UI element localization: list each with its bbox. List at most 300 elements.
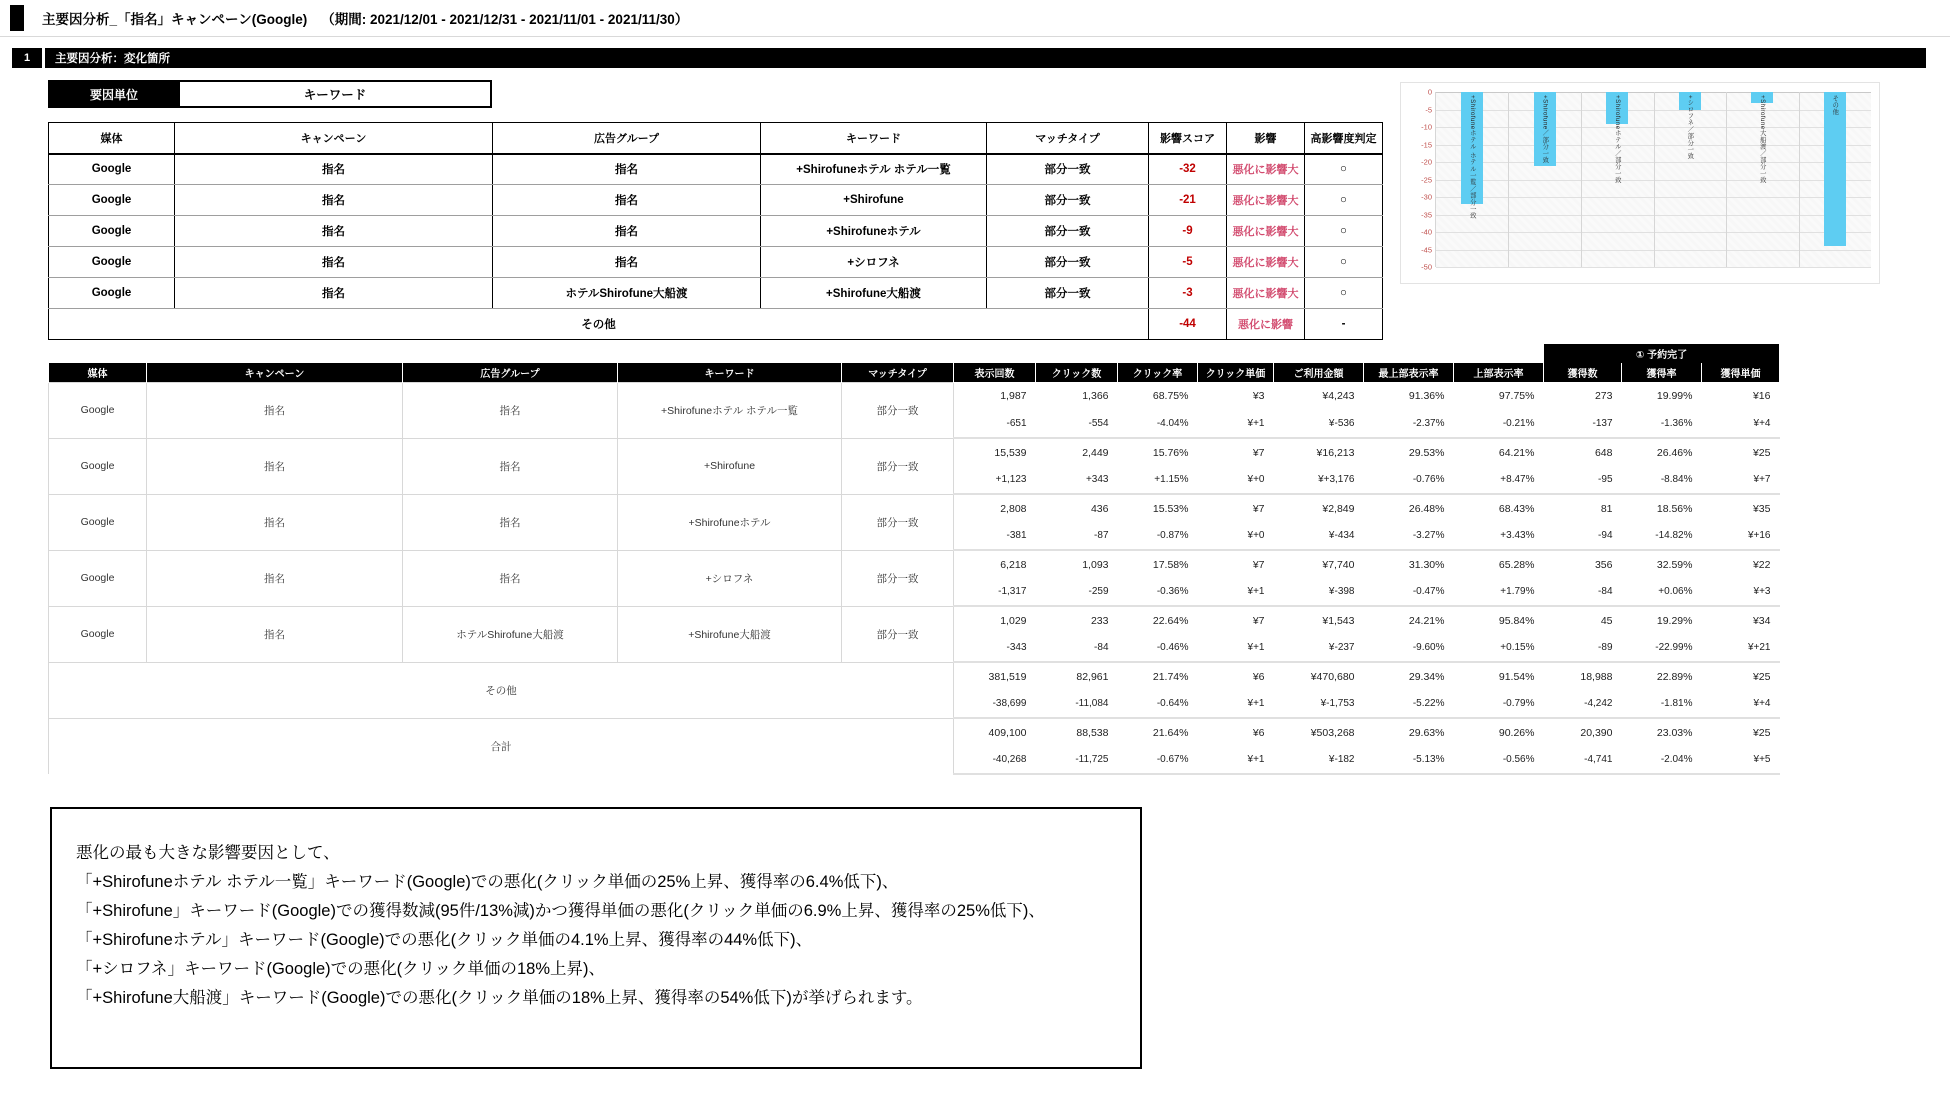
- cell-cpc: ¥7: [1252, 502, 1265, 515]
- cell-cost-delta: ¥-182: [1274, 746, 1364, 774]
- cell-absolute-top-rate-delta: -3.27%: [1364, 522, 1454, 550]
- factor-cell-keyword: +シロフネ: [761, 247, 987, 278]
- cell-conversions: 20,390: [1580, 726, 1613, 739]
- col-impact-score: 影響スコア: [1149, 123, 1227, 154]
- cell-top-rate: 95.84%: [1498, 614, 1535, 627]
- cell-cpa: ¥25: [1752, 726, 1771, 739]
- cell-cpc-delta: ¥+1: [1198, 746, 1274, 774]
- factor-cell-high-flag: ○: [1305, 278, 1383, 309]
- cell-clicks: 2,449: [1082, 446, 1109, 459]
- factor-cell-impact-score: -44: [1149, 309, 1227, 340]
- cell-cost-delta: ¥-237: [1274, 634, 1364, 662]
- cell-absolute-top-rate-delta: -0.76%: [1364, 466, 1454, 494]
- chart-y-axis-tick: 0: [1427, 87, 1432, 97]
- cell-absolute-top-rate: 91.36%: [1408, 390, 1445, 402]
- factor-cell-adgroup: 指名: [493, 247, 761, 278]
- cell-cpa: ¥16: [1752, 390, 1771, 402]
- cell-cpa: ¥34: [1752, 614, 1771, 627]
- cell-campaign: 指名: [147, 382, 403, 438]
- factor-cell-campaign: 指名: [175, 278, 493, 309]
- chart-bar: [1461, 92, 1483, 219]
- cell-matchtype: 部分一致: [842, 438, 954, 494]
- factor-cell-media: Google: [49, 216, 175, 247]
- chart-y-axis-tick: -25: [1421, 175, 1432, 184]
- table-row: [49, 606, 1780, 634]
- cell-absolute-top-rate: 29.34%: [1408, 670, 1445, 683]
- col-campaign: キャンペーン: [147, 363, 403, 382]
- factor-cell-impact: 悪化に影響大: [1227, 154, 1305, 185]
- cell-keyword: +Shirofune大船渡: [618, 606, 842, 662]
- conversion-group-header: ① 予約完了: [1544, 344, 1780, 363]
- cell-cpa: ¥25: [1752, 446, 1771, 459]
- cell-conversions-delta: -4,242: [1544, 690, 1622, 718]
- factor-cell-impact-score: -21: [1149, 185, 1227, 216]
- factor-cell-media: Google: [49, 185, 175, 216]
- cell-matchtype: 部分一致: [842, 494, 954, 550]
- comment-line: 悪化の最も大きな影響要因として、: [76, 844, 340, 862]
- cell-ctr-delta: -0.67%: [1118, 746, 1198, 774]
- cell-cpa-delta: ¥+3: [1702, 578, 1780, 606]
- factor-cell-high-flag: ○: [1305, 154, 1383, 185]
- cell-cpc: ¥7: [1252, 558, 1265, 571]
- cell-impressions: 1,029: [1000, 614, 1027, 627]
- cell-adgroup: 指名: [403, 550, 618, 606]
- cell-clicks-delta: +343: [1036, 466, 1118, 494]
- cell-cpa-delta: ¥+16: [1702, 522, 1780, 550]
- cell-absolute-top-rate: 29.53%: [1408, 446, 1445, 459]
- cell-ctr: 15.76%: [1152, 446, 1189, 459]
- cell-cost: ¥503,268: [1310, 726, 1355, 739]
- comment-line: 「+Shirofune」キーワード(Google)での獲得数減(95件/13%減)かつ獲得単価の悪化(クリック単価の6.9%上昇、獲得率の25%低下)、: [76, 902, 1045, 920]
- cell-clicks: 436: [1090, 502, 1109, 515]
- cell-top-rate-delta: -0.56%: [1454, 746, 1544, 774]
- cell-absolute-top-rate: 29.63%: [1408, 726, 1445, 739]
- cell-cvr-delta: -1.81%: [1622, 690, 1702, 718]
- factor-cell-impact: 悪化に影響大: [1227, 278, 1305, 309]
- cell-cost-delta: ¥+3,176: [1274, 466, 1364, 494]
- cell-ctr-delta: -0.46%: [1118, 634, 1198, 662]
- factor-cell-matchtype: 部分一致: [987, 247, 1149, 278]
- cell-total-label: 合計: [49, 718, 954, 774]
- cell-conversions: 273: [1594, 390, 1613, 402]
- factor-cell-high-flag: ○: [1305, 216, 1383, 247]
- cell-cpa-delta: ¥+5: [1702, 746, 1780, 774]
- col-impressions: 表示回数: [954, 363, 1036, 382]
- cell-top-rate: 68.43%: [1498, 502, 1535, 515]
- factor-cell-keyword: +Shirofune大船渡: [761, 278, 987, 309]
- cell-media: Google: [49, 606, 147, 662]
- col-absolute-top-rate: 最上部表示率: [1364, 363, 1454, 382]
- cell-cost-delta: ¥-434: [1274, 522, 1364, 550]
- table-row: [49, 185, 1383, 216]
- cell-campaign: 指名: [147, 438, 403, 494]
- chart-bar: [1606, 92, 1628, 184]
- section-band: [12, 48, 1926, 68]
- factor-table-header-row: [49, 123, 1383, 154]
- chart-bar-label: +Shirofuneホテル／部分一致: [1613, 95, 1621, 184]
- cell-campaign: 指名: [147, 494, 403, 550]
- table-row: [49, 494, 1780, 522]
- cell-top-rate: 64.21%: [1498, 446, 1535, 459]
- cell-conversions-delta: -84: [1544, 578, 1622, 606]
- col-top-rate: 上部表示率: [1454, 363, 1544, 382]
- chart-bar-label: +Shirofuneホテル ホテル一覧／部分一致: [1468, 95, 1476, 219]
- cell-conversions-delta: -95: [1544, 466, 1622, 494]
- chart-y-axis-tick: -5: [1425, 105, 1432, 114]
- factor-cell-campaign: 指名: [175, 247, 493, 278]
- cell-adgroup: 指名: [403, 494, 618, 550]
- chart-y-axis-tick: -35: [1421, 210, 1432, 219]
- cell-cvr: 23.03%: [1656, 726, 1693, 739]
- factor-cell-impact-score: -32: [1149, 154, 1227, 185]
- cell-cpc: ¥3: [1252, 390, 1265, 402]
- col-cpc: クリック単価: [1198, 363, 1274, 382]
- table-row-total: [49, 718, 1780, 746]
- factor-cell-adgroup: 指名: [493, 185, 761, 216]
- factor-cell-matchtype: 部分一致: [987, 154, 1149, 185]
- cell-conversions-delta: -94: [1544, 522, 1622, 550]
- cell-media: Google: [49, 438, 147, 494]
- factor-cell-impact-score: -9: [1149, 216, 1227, 247]
- cell-cpa-delta: ¥+7: [1702, 466, 1780, 494]
- cell-impressions: 1,987: [1000, 390, 1027, 402]
- factor-cell-keyword: +Shirofuneホテル: [761, 216, 987, 247]
- cell-cpc-delta: ¥+0: [1198, 466, 1274, 494]
- factor-cell-impact: 悪化に影響: [1227, 309, 1305, 340]
- cell-clicks: 233: [1090, 614, 1109, 627]
- factor-unit-value[interactable]: キーワード: [178, 82, 490, 106]
- cell-cpc: ¥7: [1252, 446, 1265, 459]
- factor-cell-adgroup: 指名: [493, 154, 761, 185]
- factor-cell-keyword: +Shirofune: [761, 185, 987, 216]
- col-adgroup: 広告グループ: [403, 363, 618, 382]
- cell-cpa-delta: ¥+4: [1702, 690, 1780, 718]
- col-cost: ご利用金額: [1274, 363, 1364, 382]
- cell-cpc-delta: ¥+1: [1198, 578, 1274, 606]
- cell-conversions: 45: [1600, 614, 1613, 627]
- col-campaign: キャンペーン: [175, 123, 493, 154]
- factor-cell-campaign: 指名: [175, 185, 493, 216]
- col-keyword: キーワード: [761, 123, 987, 154]
- table-row-other: [49, 309, 1383, 340]
- cell-impressions: 2,808: [1000, 502, 1027, 515]
- col-clicks: クリック数: [1036, 363, 1118, 382]
- cell-ctr-delta: -0.36%: [1118, 578, 1198, 606]
- comment-line: 「+Shirofune大船渡」キーワード(Google)での悪化(クリック単価の18%上昇、獲得率の54%低下)が挙げられます。: [76, 989, 923, 1007]
- page-title: 主要因分析_「指名」キャンペーン(Google): [42, 12, 308, 27]
- factor-cell-adgroup: ホテルShirofune大船渡: [493, 278, 761, 309]
- factor-cell-other-label: その他: [49, 309, 1149, 340]
- cell-keyword: +Shirofuneホテル ホテル一覧: [618, 382, 842, 438]
- col-ctr: クリック率: [1118, 363, 1198, 382]
- table-row: [49, 247, 1383, 278]
- cell-cost: ¥7,740: [1322, 558, 1355, 571]
- factor-cell-adgroup: 指名: [493, 216, 761, 247]
- cell-campaign: 指名: [147, 550, 403, 606]
- cell-clicks-delta: -84: [1036, 634, 1118, 662]
- cell-cvr: 19.29%: [1656, 614, 1693, 627]
- cell-cost: ¥16,213: [1316, 446, 1355, 459]
- col-high-impact-flag: 高影響度判定: [1305, 123, 1383, 154]
- cell-clicks: 88,538: [1076, 726, 1109, 739]
- cell-cvr-delta: -1.36%: [1622, 410, 1702, 438]
- table-row: [49, 154, 1383, 185]
- table-row: [49, 216, 1383, 247]
- cell-cpc: ¥7: [1252, 614, 1265, 627]
- cell-media: Google: [49, 382, 147, 438]
- chart-y-axis-tick: -20: [1421, 157, 1432, 167]
- col-matchtype: マッチタイプ: [987, 123, 1149, 154]
- cell-absolute-top-rate: 26.48%: [1408, 502, 1445, 515]
- cell-cost-delta: ¥-398: [1274, 578, 1364, 606]
- report-period: （期間: 2021/12/01 - 2021/12/31 - 2021/11/01 - 2021/11/30）: [321, 12, 689, 27]
- col-conversions: 獲得数: [1544, 363, 1622, 382]
- cell-cpa: ¥22: [1752, 558, 1771, 571]
- cell-top-rate-delta: +8.47%: [1454, 466, 1544, 494]
- cell-clicks-delta: -11,084: [1036, 690, 1118, 718]
- col-media: 媒体: [49, 123, 175, 154]
- cell-ctr: 21.74%: [1152, 670, 1189, 683]
- cell-top-rate: 91.54%: [1498, 670, 1535, 683]
- title-marker-icon: [10, 5, 24, 31]
- table-row: [49, 382, 1780, 410]
- cell-keyword: +シロフネ: [618, 550, 842, 606]
- factor-cell-high-flag: -: [1305, 309, 1383, 340]
- cell-top-rate: 90.26%: [1498, 726, 1535, 739]
- cell-conversions: 18,988: [1580, 670, 1613, 683]
- cell-cpa: ¥35: [1752, 502, 1771, 515]
- cell-keyword: +Shirofuneホテル: [618, 494, 842, 550]
- col-cpa: 獲得単価: [1702, 363, 1780, 382]
- cell-absolute-top-rate-delta: -2.37%: [1364, 410, 1454, 438]
- cell-cost: ¥470,680: [1310, 670, 1355, 683]
- factor-cell-matchtype: 部分一致: [987, 278, 1149, 309]
- cell-clicks: 82,961: [1076, 670, 1109, 683]
- cell-other-label: その他: [49, 662, 954, 718]
- cell-impressions: 15,539: [994, 446, 1027, 459]
- cell-matchtype: 部分一致: [842, 606, 954, 662]
- cell-impressions-delta: -651: [954, 410, 1036, 438]
- cell-impressions: 381,519: [988, 670, 1027, 683]
- cell-cost-delta: ¥-536: [1274, 410, 1364, 438]
- table-row: [49, 438, 1780, 466]
- cell-clicks-delta: -87: [1036, 522, 1118, 550]
- factor-cell-impact-score: -5: [1149, 247, 1227, 278]
- cell-ctr-delta: -0.87%: [1118, 522, 1198, 550]
- cell-clicks: 1,366: [1082, 390, 1109, 402]
- factor-cell-high-flag: ○: [1305, 247, 1383, 278]
- cell-cost-delta: ¥-1,753: [1274, 690, 1364, 718]
- chart-y-axis-tick: -30: [1421, 192, 1432, 202]
- cell-cpa-delta: ¥+21: [1702, 634, 1780, 662]
- chart-bar: [1751, 92, 1773, 184]
- chart-bar: [1679, 92, 1701, 160]
- cell-ctr: 21.64%: [1152, 726, 1189, 739]
- factor-cell-impact: 悪化に影響大: [1227, 247, 1305, 278]
- cell-clicks-delta: -259: [1036, 578, 1118, 606]
- col-impact: 影響: [1227, 123, 1305, 154]
- cell-impressions-delta: -343: [954, 634, 1036, 662]
- chart-gridline: [1436, 267, 1871, 268]
- cell-ctr-delta: -0.64%: [1118, 690, 1198, 718]
- summary-comment-box: [50, 807, 1142, 1069]
- cell-conversions: 81: [1600, 502, 1613, 515]
- cell-conversions-delta: -137: [1544, 410, 1622, 438]
- cell-impressions: 409,100: [988, 726, 1027, 739]
- cell-adgroup: ホテルShirofune大船渡: [403, 606, 618, 662]
- cell-absolute-top-rate-delta: -5.13%: [1364, 746, 1454, 774]
- page-header: [0, 0, 1950, 37]
- factor-cell-high-flag: ○: [1305, 185, 1383, 216]
- factor-cell-impact: 悪化に影響大: [1227, 216, 1305, 247]
- cell-top-rate-delta: -0.21%: [1454, 410, 1544, 438]
- cell-cpc-delta: ¥+1: [1198, 410, 1274, 438]
- cell-cvr: 19.99%: [1656, 390, 1693, 402]
- table-row: [49, 550, 1780, 578]
- section-number: 1: [12, 48, 42, 68]
- col-adgroup: 広告グループ: [493, 123, 761, 154]
- chart-y-axis-tick: -50: [1421, 262, 1432, 272]
- cell-ctr-delta: -4.04%: [1118, 410, 1198, 438]
- cell-cvr: 18.56%: [1656, 502, 1693, 515]
- cell-impressions-delta: -38,699: [954, 690, 1036, 718]
- cell-clicks-delta: -554: [1036, 410, 1118, 438]
- factor-cell-keyword: +Shirofuneホテル ホテル一覧: [761, 154, 987, 185]
- cell-cvr-delta: -2.04%: [1622, 746, 1702, 774]
- cell-impressions-delta: -381: [954, 522, 1036, 550]
- cell-cpa-delta: ¥+4: [1702, 410, 1780, 438]
- chart-category-divider: [1726, 92, 1727, 267]
- chart-y-axis-tick: -10: [1421, 122, 1432, 132]
- chart-y-axis-tick: -45: [1421, 245, 1432, 254]
- chart-y-axis-tick: -40: [1421, 227, 1432, 237]
- chart-category-divider: [1581, 92, 1582, 267]
- chart-bar-label: +Shirofune／部分一致: [1541, 95, 1549, 164]
- cell-ctr: 22.64%: [1152, 614, 1189, 627]
- cell-top-rate-delta: -0.79%: [1454, 690, 1544, 718]
- cell-cpc-delta: ¥+1: [1198, 690, 1274, 718]
- cell-keyword: +Shirofune: [618, 438, 842, 494]
- cell-clicks: 1,093: [1082, 558, 1109, 571]
- chart-category-divider: [1654, 92, 1655, 267]
- comment-line: 「+シロフネ」キーワード(Google)での悪化(クリック単価の18%上昇)、: [76, 960, 606, 978]
- chart-category-divider: [1508, 92, 1509, 267]
- cell-cpc: ¥6: [1252, 726, 1265, 739]
- cell-top-rate-delta: +0.15%: [1454, 634, 1544, 662]
- cell-absolute-top-rate-delta: -9.60%: [1364, 634, 1454, 662]
- cell-cpc: ¥6: [1252, 670, 1265, 683]
- cell-absolute-top-rate-delta: -5.22%: [1364, 690, 1454, 718]
- cell-top-rate-delta: +3.43%: [1454, 522, 1544, 550]
- col-cvr: 獲得率: [1622, 363, 1702, 382]
- cell-cvr: 26.46%: [1656, 446, 1693, 459]
- cell-ctr-delta: +1.15%: [1118, 466, 1198, 494]
- chart-bar: [1824, 92, 1846, 246]
- cell-adgroup: 指名: [403, 438, 618, 494]
- cell-ctr: 15.53%: [1152, 502, 1189, 515]
- cell-cpa: ¥25: [1752, 670, 1771, 683]
- chart-category-divider: [1799, 92, 1800, 267]
- cell-cvr-delta: -14.82%: [1622, 522, 1702, 550]
- cell-matchtype: 部分一致: [842, 382, 954, 438]
- cell-absolute-top-rate: 24.21%: [1408, 614, 1445, 627]
- cell-ctr: 68.75%: [1152, 390, 1189, 402]
- cell-cvr: 32.59%: [1656, 558, 1693, 571]
- col-matchtype: マッチタイプ: [842, 363, 954, 382]
- cell-cvr-delta: -8.84%: [1622, 466, 1702, 494]
- cell-conversions: 356: [1594, 558, 1613, 571]
- factor-analysis-table: [48, 122, 1383, 340]
- comment-line: 「+Shirofuneホテル ホテル一覧」キーワード(Google)での悪化(クリック単価の25%上昇、獲得率の6.4%低下)、: [76, 873, 899, 891]
- table-row: [49, 278, 1383, 309]
- factor-unit-label: 要因単位: [50, 82, 178, 106]
- cell-absolute-top-rate: 31.30%: [1408, 558, 1445, 571]
- factor-cell-media: Google: [49, 278, 175, 309]
- cell-absolute-top-rate-delta: -0.47%: [1364, 578, 1454, 606]
- cell-cost: ¥2,849: [1322, 502, 1355, 515]
- col-media: 媒体: [49, 363, 147, 382]
- cell-cvr-delta: -22.99%: [1622, 634, 1702, 662]
- cell-adgroup: 指名: [403, 382, 618, 438]
- comment-line: 「+Shirofuneホテル」キーワード(Google)での悪化(クリック単価の4.1%上昇、獲得率の44%低下)、: [76, 931, 813, 949]
- table-row-other: [49, 662, 1780, 690]
- cell-cvr-delta: +0.06%: [1622, 578, 1702, 606]
- impact-score-bar-chart: [1400, 82, 1880, 284]
- cell-top-rate-delta: +1.79%: [1454, 578, 1544, 606]
- cell-cost: ¥4,243: [1322, 390, 1355, 402]
- factor-cell-media: Google: [49, 247, 175, 278]
- cell-impressions-delta: -40,268: [954, 746, 1036, 774]
- cell-matchtype: 部分一致: [842, 550, 954, 606]
- section-title: 主要因分析：変化箇所: [45, 48, 1926, 68]
- col-keyword: キーワード: [618, 363, 842, 382]
- factor-cell-impact-score: -3: [1149, 278, 1227, 309]
- cell-media: Google: [49, 550, 147, 606]
- chart-bar-label: その他: [1831, 95, 1839, 116]
- chart-bar-label: +シロフネ／部分一致: [1686, 95, 1694, 160]
- factor-cell-matchtype: 部分一致: [987, 216, 1149, 247]
- detail-table-header-row: [49, 363, 1780, 382]
- factor-cell-campaign: 指名: [175, 216, 493, 247]
- cell-top-rate: 65.28%: [1498, 558, 1535, 571]
- chart-bar-label: +Shirofune大船渡／部分一致: [1758, 95, 1766, 184]
- factor-cell-matchtype: 部分一致: [987, 185, 1149, 216]
- factor-cell-campaign: 指名: [175, 154, 493, 185]
- factor-cell-media: Google: [49, 154, 175, 185]
- cell-clicks-delta: -11,725: [1036, 746, 1118, 774]
- factor-unit-selector[interactable]: [48, 80, 492, 108]
- cell-conversions: 648: [1594, 446, 1613, 459]
- chart-bar: [1534, 92, 1556, 166]
- cell-impressions-delta: +1,123: [954, 466, 1036, 494]
- cell-conversions-delta: -4,741: [1544, 746, 1622, 774]
- cell-media: Google: [49, 494, 147, 550]
- chart-y-axis-tick: -15: [1421, 140, 1432, 149]
- chart-plot-area: [1421, 87, 1871, 272]
- cell-top-rate: 97.75%: [1498, 390, 1535, 402]
- cell-impressions-delta: -1,317: [954, 578, 1036, 606]
- cell-cost: ¥1,543: [1322, 614, 1355, 627]
- cell-campaign: 指名: [147, 606, 403, 662]
- cell-cpc-delta: ¥+1: [1198, 634, 1274, 662]
- cell-impressions: 6,218: [1000, 558, 1027, 571]
- cell-cpc-delta: ¥+0: [1198, 522, 1274, 550]
- detail-performance-table: [48, 344, 1780, 775]
- cell-conversions-delta: -89: [1544, 634, 1622, 662]
- factor-cell-impact: 悪化に影響大: [1227, 185, 1305, 216]
- cell-cvr: 22.89%: [1656, 670, 1693, 683]
- detail-group-header-row: [49, 344, 1780, 363]
